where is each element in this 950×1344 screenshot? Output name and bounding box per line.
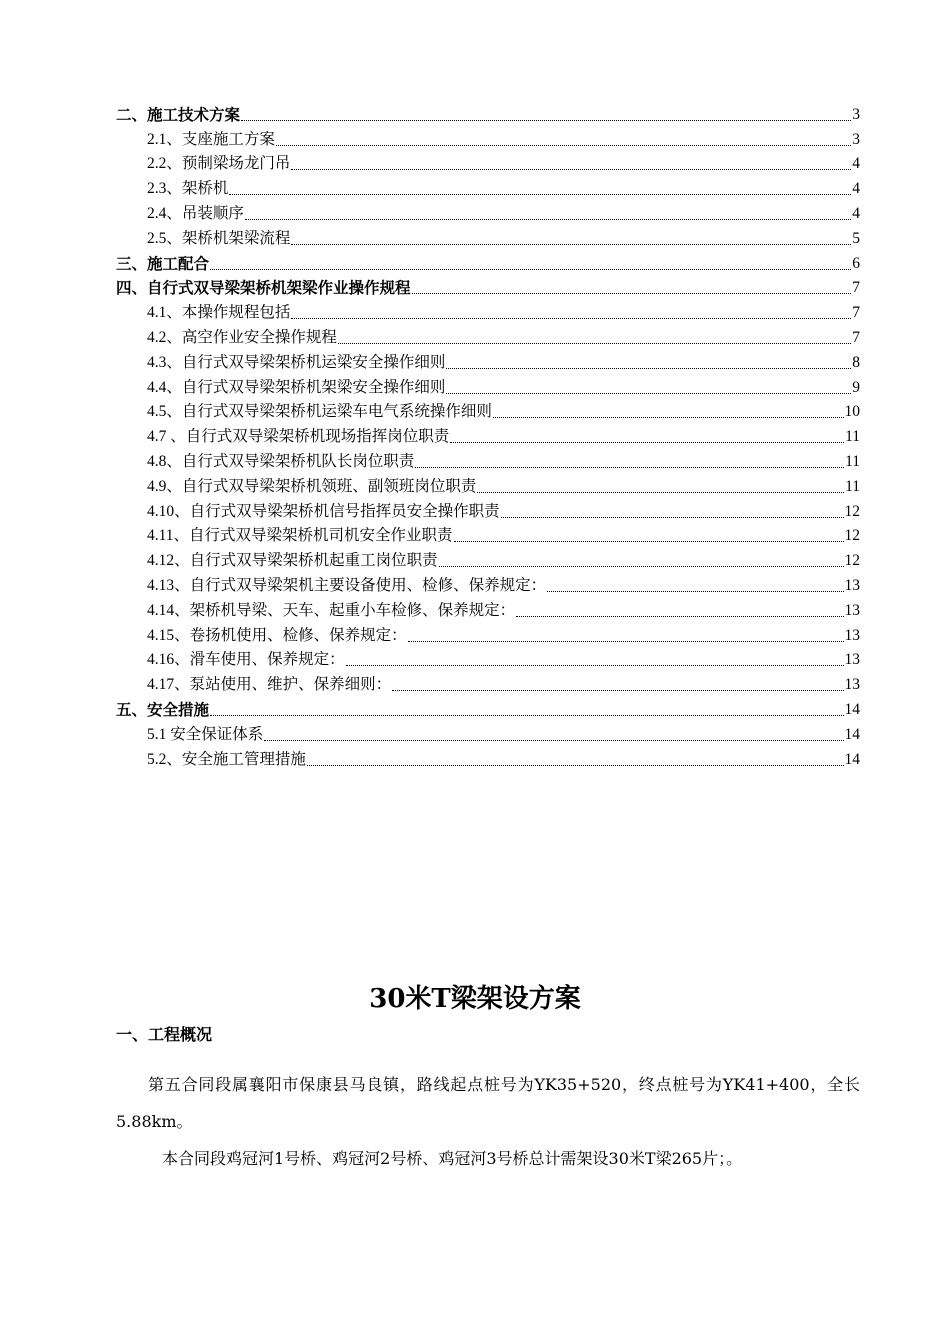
toc-entry-title: 4.15、卷扬机使用、检修、保养规定：	[147, 626, 407, 644]
toc-dot-leader	[412, 293, 852, 294]
toc-entry[interactable]	[116, 447, 860, 472]
toc-entry-title: 2.2、预制梁场龙门吊	[147, 155, 291, 173]
toc-dot-leader	[210, 715, 843, 716]
toc-dot-leader	[346, 665, 844, 666]
section-heading: 一、工程概况	[116, 1025, 213, 1044]
toc-entry-page-number: 13	[844, 601, 860, 619]
toc-entry[interactable]	[116, 720, 860, 745]
toc-entry-page-number: 4	[852, 180, 860, 198]
toc-dot-leader	[450, 442, 844, 443]
toc-entry[interactable]	[116, 125, 860, 150]
paragraph-project-overview: 第五合同段属襄阳市保康县马良镇，路线起点桩号为YK35+520，终点桩号为YK41+400，全长5.88km。	[116, 1075, 860, 1131]
toc-entry[interactable]	[116, 224, 860, 249]
toc-dot-leader	[210, 269, 851, 270]
toc-entry[interactable]	[116, 497, 860, 522]
toc-entry-page-number: 3	[852, 130, 860, 148]
toc-dot-leader	[241, 120, 851, 121]
toc-entry-page-number: 12	[844, 552, 860, 570]
toc-entry-title: 4.16、滑车使用、保养规定：	[147, 651, 345, 669]
toc-entry-title: 4.3、自行式双导梁架桥机运梁安全操作细则	[147, 353, 446, 371]
toc-dot-leader	[291, 169, 851, 170]
toc-entry-page-number: 11	[845, 428, 860, 446]
toc-entry-title: 二、施工技术方案	[116, 105, 241, 124]
toc-entry-page-number: 11	[845, 477, 860, 495]
toc-entry[interactable]	[116, 298, 860, 323]
toc-dot-leader	[276, 145, 851, 146]
toc-dot-leader	[415, 467, 844, 468]
toc-dot-leader	[477, 492, 844, 493]
toc-entry[interactable]	[116, 323, 860, 348]
toc-entry-title: 4.11、自行式双导梁架桥机司机安全作业职责	[147, 527, 453, 545]
toc-entry-page-number: 3	[852, 105, 860, 123]
toc-dot-leader	[264, 740, 843, 741]
toc-dot-leader	[245, 219, 851, 220]
toc-entry[interactable]	[116, 670, 860, 695]
toc-entry[interactable]	[116, 274, 860, 299]
toc-entry-title: 5.1 安全保证体系	[147, 725, 264, 743]
toc-entry-page-number: 4	[852, 155, 860, 173]
toc-entry-title: 4.2、高空作业安全操作规程	[147, 328, 337, 346]
toc-entry[interactable]	[116, 348, 860, 373]
toc-entry-title: 4.12、自行式双导梁架桥机起重工岗位职责	[147, 552, 438, 570]
toc-dot-leader	[307, 765, 844, 766]
toc-dot-leader	[408, 641, 844, 642]
toc-entry-page-number: 7	[852, 304, 860, 322]
toc-entry-title: 四、自行式双导梁架桥机架梁作业操作规程	[116, 279, 411, 298]
toc-entry[interactable]	[116, 150, 860, 175]
toc-entry-title: 五、安全措施	[116, 700, 210, 719]
toc-entry-page-number: 13	[844, 626, 860, 644]
toc-entry[interactable]	[116, 100, 860, 125]
toc-entry-title: 4.1、本操作规程包括	[147, 304, 291, 322]
toc-entry-page-number: 14	[844, 700, 860, 718]
paragraph-beam-count: 本合同段鸡冠河1号桥、鸡冠河2号桥、鸡冠河3号桥总计需架设30米T梁265片；。	[162, 1149, 743, 1168]
toc-entry-title: 4.8、自行式双导梁架桥机队长岗位职责	[147, 452, 415, 470]
toc-dot-leader	[547, 591, 843, 592]
toc-entry-page-number: 7	[852, 328, 860, 346]
toc-entry-page-number: 13	[844, 651, 860, 669]
toc-dot-leader	[446, 393, 851, 394]
toc-entry-page-number: 12	[844, 502, 860, 520]
toc-entry-title: 三、施工配合	[116, 254, 210, 273]
toc-entry-title: 4.5、自行式双导梁架桥机运梁车电气系统操作细则	[147, 403, 492, 421]
table-of-contents	[116, 100, 860, 770]
toc-entry-title: 4.10、自行式双导梁架桥机信号指挥员安全操作职责	[147, 502, 500, 520]
toc-entry[interactable]	[116, 695, 860, 720]
toc-dot-leader	[392, 690, 843, 691]
toc-entry-title: 4.17、泵站使用、维护、保养细则：	[147, 676, 392, 694]
toc-entry-page-number: 10	[844, 403, 860, 421]
toc-entry[interactable]	[116, 398, 860, 423]
toc-entry-page-number: 4	[852, 204, 860, 222]
toc-entry-title: 4.4、自行式双导梁架桥机架梁安全操作细则	[147, 378, 446, 396]
toc-dot-leader	[291, 244, 851, 245]
toc-entry-title: 2.4、吊装顺序	[147, 204, 244, 222]
toc-dot-leader	[493, 417, 844, 418]
toc-entry[interactable]	[116, 249, 860, 274]
toc-entry[interactable]	[116, 546, 860, 571]
toc-dot-leader	[454, 541, 844, 542]
toc-entry-title: 5.2、安全施工管理措施	[147, 750, 306, 768]
toc-dot-leader	[338, 343, 851, 344]
toc-entry[interactable]	[116, 373, 860, 398]
toc-entry[interactable]	[116, 745, 860, 770]
toc-entry-page-number: 13	[844, 676, 860, 694]
toc-entry[interactable]	[116, 571, 860, 596]
toc-entry-page-number: 5	[852, 229, 860, 247]
toc-entry[interactable]	[116, 646, 860, 671]
toc-entry-title: 4.9、自行式双导梁架桥机领班、副领班岗位职责	[147, 477, 477, 495]
toc-entry-page-number: 14	[844, 750, 860, 768]
toc-entry-page-number: 8	[852, 353, 860, 371]
toc-entry[interactable]	[116, 596, 860, 621]
toc-entry-page-number: 12	[844, 527, 860, 545]
toc-entry-title: 2.3、架桥机	[147, 180, 229, 198]
toc-entry-page-number: 7	[852, 279, 860, 297]
toc-dot-leader	[291, 318, 851, 319]
toc-entry-title: 4.14、架桥机导梁、天车、起重小车检修、保养规定：	[147, 601, 516, 619]
toc-entry-title: 2.5、架桥机架梁流程	[147, 229, 291, 247]
toc-entry[interactable]	[116, 472, 860, 497]
toc-entry[interactable]	[116, 522, 860, 547]
toc-dot-leader	[446, 368, 851, 369]
toc-entry-page-number: 14	[844, 725, 860, 743]
toc-entry[interactable]	[116, 422, 860, 447]
toc-entry[interactable]	[116, 199, 860, 224]
toc-entry-page-number: 11	[845, 452, 860, 470]
toc-entry[interactable]	[116, 174, 860, 199]
toc-entry-page-number: 6	[852, 254, 860, 272]
toc-dot-leader	[439, 566, 844, 567]
toc-entry[interactable]	[116, 621, 860, 646]
document-title: 30米T梁架设方案	[369, 984, 581, 1014]
toc-entry-page-number: 13	[844, 576, 860, 594]
toc-entry-page-number: 9	[852, 378, 860, 396]
toc-dot-leader	[501, 517, 844, 518]
toc-entry-title: 4.7 、自行式双导梁架桥机现场指挥岗位职责	[147, 428, 450, 446]
toc-entry-title: 4.13、自行式双导梁架机主要设备使用、检修、保养规定：	[147, 576, 547, 594]
toc-dot-leader	[516, 616, 843, 617]
toc-dot-leader	[229, 194, 851, 195]
toc-entry-title: 2.1、支座施工方案	[147, 130, 275, 148]
